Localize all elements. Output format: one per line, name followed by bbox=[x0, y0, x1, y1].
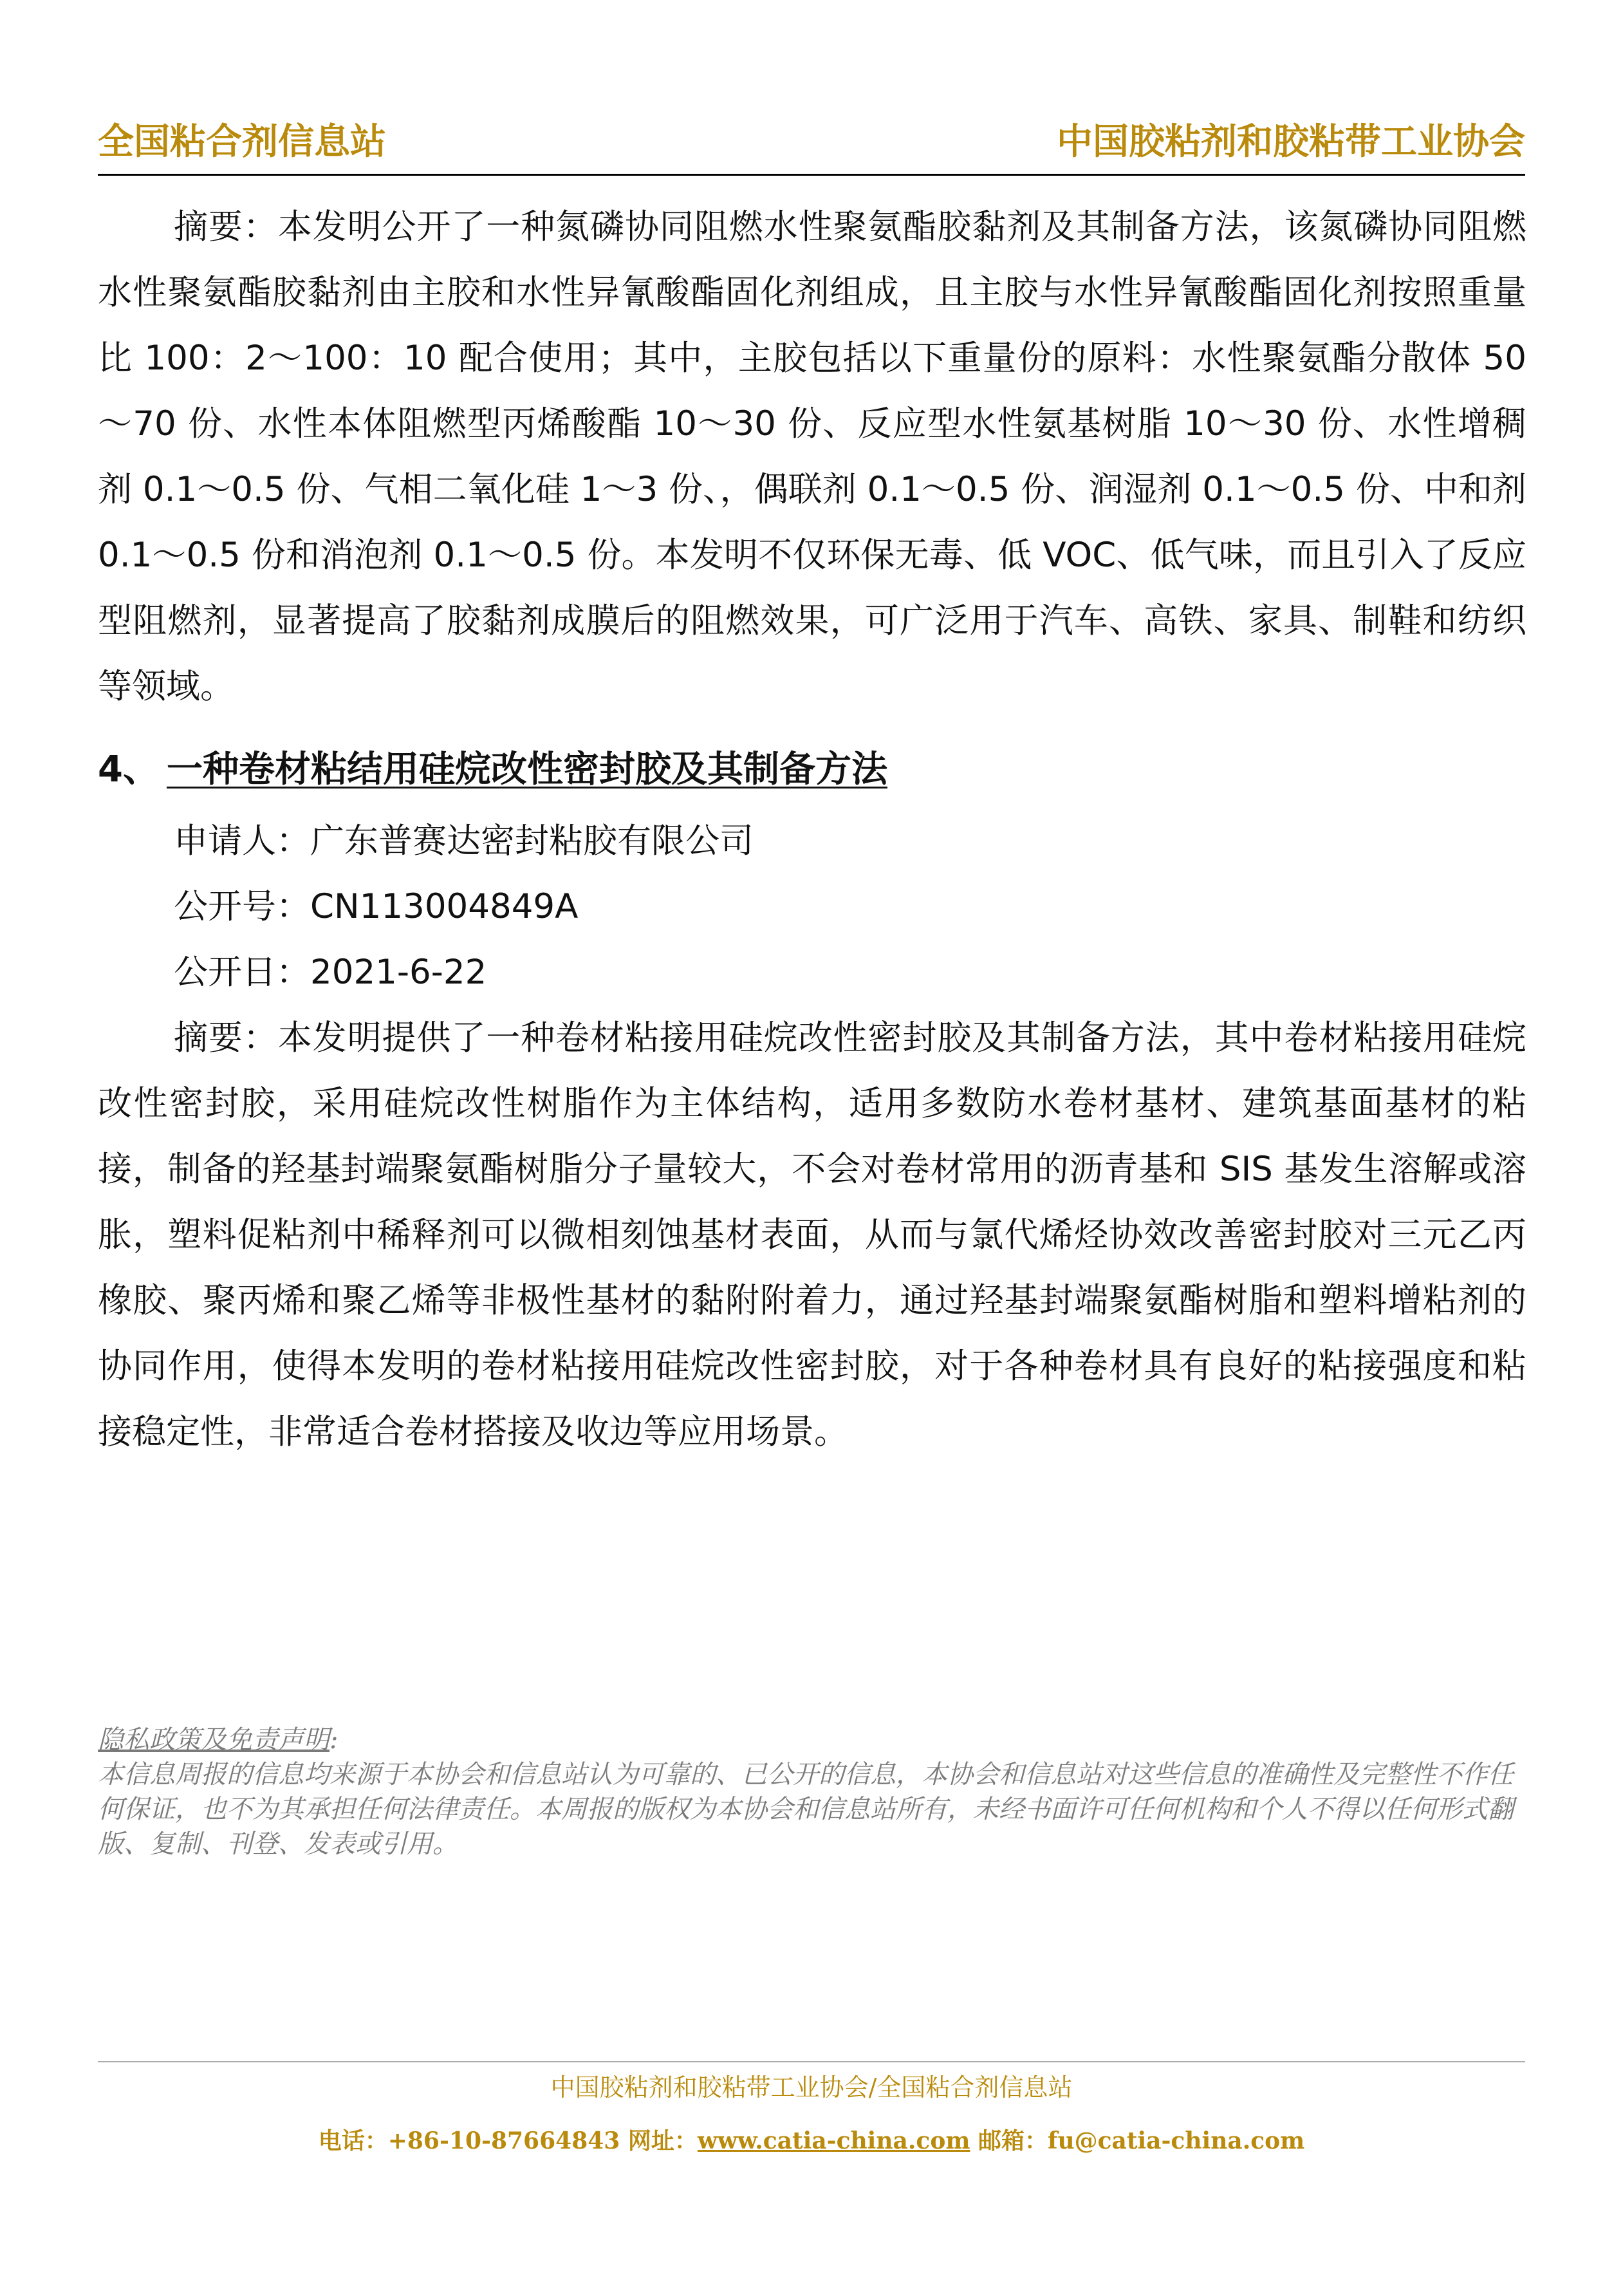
footer-email: 邮箱：fu@catia-china.com bbox=[970, 2127, 1305, 2154]
abstract-3-text: 摘要：本发明公开了一种氮磷协同阻燃水性聚氨酯胶黏剂及其制备方法，该氮磷协同阻燃水性聚氨酯胶黏剂由主胶和水性异氰酸酯固化剂组成，且主胶与水性异氰酸酯固化剂按照重量比 100：2～100：10 配合使用；其中，主胶包括以下重量份的原料：水性聚氨酯分散体 50～70 份、水性本体阻燃型丙烯酸酯 10～30 份、反应型水性氨基树脂 10～30 份、水性增稠剂 0.1～0.5 份、气相二氧化硅 1～3 份、，偶联剂 0.1～0.5 份、润湿剂 0.1～0.5 份、中和剂 0.1～0.5 份和消泡剂 0.1～0.5 份。本发明不仅环保无毒、低 VOC、低气味，而且引入了反应型阻燃剂，显著提高了胶黏剂成膜后的阻燃效果，可广泛用于汽车、高铁、家具、制鞋和纺织等领域。 bbox=[98, 207, 1526, 706]
page-header bbox=[98, 113, 1525, 173]
footer-website-link[interactable]: www.catia-china.com bbox=[697, 2127, 970, 2154]
footer-divider bbox=[98, 2061, 1525, 2062]
section-4-title bbox=[98, 739, 887, 801]
disclaimer-title: 隐私政策及免责声明 bbox=[98, 1725, 329, 1755]
disclaimer bbox=[98, 1722, 1525, 1862]
abstract-3 bbox=[98, 194, 1526, 720]
publication-date: 公开日：2021-6-22 bbox=[174, 953, 487, 992]
applicant: 申请人：广东普赛达密封粘胶有限公司 bbox=[174, 821, 754, 861]
section-4-heading: 一种卷材粘结用硅烷改性密封胶及其制备方法 bbox=[166, 749, 887, 790]
header-right-title: 中国胶粘剂和胶粘带工业协会 bbox=[1057, 120, 1525, 163]
section-4-number: 4、 bbox=[98, 749, 159, 790]
footer-contact bbox=[0, 2123, 1623, 2156]
disclaimer-text: 本信息周报的信息均来源于本协会和信息站认为可靠的、已公开的信息，本协会和信息站对这些信息的准确性及完整性不作任何保证，也不为其承担任何法律责任。本周报的版权为本协会和信息站所有，未经书面许可任何机构和个人不得以任何形式翻版、复制、刊登、发表或引用。 bbox=[98, 1760, 1514, 1859]
abstract-4 bbox=[98, 1005, 1526, 1465]
footer-phone: 电话：+86-10-87664843 网址： bbox=[318, 2127, 698, 2154]
abstract-4-text: 摘要：本发明提供了一种卷材粘接用硅烷改性密封胶及其制备方法，其中卷材粘接用硅烷改性密封胶，采用硅烷改性树脂作为主体结构，适用多数防水卷材基材、建筑基面基材的粘接，制备的羟基封端聚氨酯树脂分子量较大，不会对卷材常用的沥青基和 SIS 基发生溶解或溶胀，塑料促粘剂中稀释剂可以微相刻蚀基材表面，从而与氯代烯烃协效改善密封胶对三元乙丙橡胶、聚丙烯和聚乙烯等非极性基材的黏附附着力，通过羟基封端聚氨酯树脂和塑料增粘剂的协同作用，使得本发明的卷材粘接用硅烷改性密封胶，对于各种卷材具有良好的粘接强度和粘接稳定性，非常适合卷材搭接及收边等应用场景。 bbox=[98, 1018, 1526, 1451]
disclaimer-title-colon: : bbox=[329, 1725, 339, 1755]
footer-organization: 中国胶粘剂和胶粘带工业协会/全国粘合剂信息站 bbox=[550, 2073, 1073, 2102]
publication-number: 公开号：CN113004849A bbox=[174, 887, 579, 926]
header-divider bbox=[98, 174, 1525, 176]
header-left-title: 全国粘合剂信息站 bbox=[98, 120, 386, 163]
